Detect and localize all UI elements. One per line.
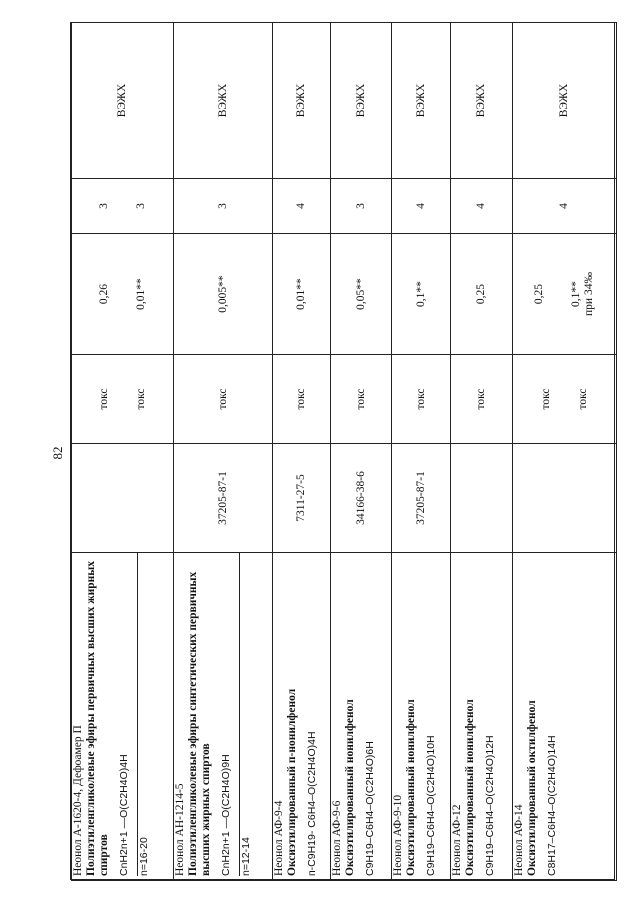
criterion-value: токс [475,388,487,410]
substance-name-cell [513,553,617,881]
value-value: 0,26 [97,283,110,305]
substance-name-line: n=16-20 [137,553,151,876]
substance-name-line: Неонол АН-1214-5 [174,783,186,876]
class-value: 4 [558,203,570,209]
chemical-formula: C9H19–C6H4–O(C2H4O)10H [425,735,437,876]
method-cell: ВЭЖХ [273,23,331,179]
substance-name-line: спиртов [98,834,110,876]
method-cell: ВЭЖХ [331,23,392,179]
criterion-value: токс [97,388,110,410]
substance-name-line: Полиэтиленгликолевые эфиры синтетических первичных [187,571,199,876]
table-row [72,23,174,881]
cas-number-cell: 7311-27-5 [273,444,331,553]
class-cell [273,179,331,234]
chemical-formula: C9H19–C6H4–O(C2H4O)6H [364,741,376,876]
method-cell: ВЭЖХ [451,23,513,179]
table-row [273,23,331,881]
value-value: 0,1** [570,281,582,307]
substance-name-line: Неонол А-1620-4, Дефоамер П [72,725,84,876]
class-cell [331,179,392,234]
table-row [331,23,392,881]
criterion-value: токс [414,388,427,410]
method-cell: ВЭЖХ [72,23,174,179]
class-value: 3 [134,203,147,209]
class-value: 4 [414,203,427,209]
table-row [174,23,273,881]
method-cell: ВЭЖХ [392,23,451,179]
chemical-formula: CnH2n+1 —O(C2H4O)4H [118,754,130,876]
method-cell: ВЭЖХ [513,23,617,179]
criterion-cell [331,355,392,444]
substances-table [70,22,615,880]
class-value: 3 [354,203,367,209]
substance-name-line: n=12-14 [239,553,253,876]
substance-name-cell [174,553,273,881]
value-cell [451,234,513,355]
substance-name-line: Неонол АФ-9-4 [273,800,285,876]
class-cell [72,179,174,234]
substance-name-line: высших жирных спиртов [200,743,212,876]
criterion-value: токс [216,388,229,410]
value-value: 0,25 [533,283,545,305]
substance-name-line: Неонол АФ-12 [451,804,463,876]
value-value: 0,01** [295,278,307,310]
criterion-value: токс [539,388,552,410]
substance-name-cell [273,553,331,881]
class-value: 3 [216,203,229,209]
substance-name-line: Полиэтиленгликолевые эфиры первичных высших жирных [85,561,97,876]
cas-number-cell: 37205-87-1 [392,444,451,553]
cas-number-cell: 37205-87-1 [174,444,273,553]
class-cell [513,179,617,234]
class-value: 3 [97,203,110,209]
value-value: 0,1** [414,281,427,307]
substance-name-cell [392,553,451,881]
criterion-value: токс [134,388,147,410]
value-value: при 34‰ [583,272,595,316]
criterion-cell [451,355,513,444]
cas-number-cell: 34166-38-6 [331,444,392,553]
criterion-cell [513,355,617,444]
chemical-formula: C8H17–C6H4–O(C2H4O)14H [546,735,558,876]
table-grid [71,22,617,881]
table-row [392,23,451,881]
value-cell [331,234,392,355]
substance-name-line: Оксиэтилированный нонилфенол [344,699,356,876]
method-cell: ВЭЖХ [174,23,273,179]
substance-name-line: Неонол АФ-9-6 [331,800,343,876]
value-cell [273,234,331,355]
cas-number-cell [72,444,174,553]
value-value: 0,005** [216,275,229,313]
criterion-value: токс [295,388,307,410]
substance-name-line: Неонол АФ-14 [513,804,525,876]
class-value: 4 [475,203,487,209]
chemical-formula: п-C9H19- C6H4–O(C2H4O)4H [306,731,318,876]
criterion-value: токс [354,388,367,410]
substance-name-line: Оксиэтилированный октилфенол [526,700,538,876]
chemical-formula: C9H19–C6H4–O(C2H4O)12H [484,735,496,876]
value-value: 0,25 [475,283,487,305]
criterion-cell [392,355,451,444]
substance-name-cell [451,553,513,881]
table-row [451,23,513,881]
criterion-cell [174,355,273,444]
value-cell [174,234,273,355]
criterion-value: токс [576,388,589,410]
class-cell [392,179,451,234]
substance-name-cell [331,553,392,881]
class-cell [451,179,513,234]
table-row [513,23,617,881]
value-cell [513,234,617,355]
cas-number-cell [451,444,513,553]
value-cell [72,234,174,355]
criterion-cell [72,355,174,444]
cas-number-cell [513,444,617,553]
page-number: 82 [50,446,65,460]
substance-name-line: Оксиэтилированный п-нонилфенол [286,688,298,876]
substance-name-line: Неонол АФ-9-10 [392,794,404,876]
class-value: 4 [295,203,307,209]
substance-name-line: Оксиэтилированный нонилфенол [464,699,476,876]
substance-name-cell [72,553,174,881]
chemical-formula: CnH2n+1 —O(C2H4O)9H [220,754,232,876]
value-value: 0,05** [354,278,367,310]
substance-name-line: Оксиэтилированный нонилфенол [405,699,417,876]
value-cell [392,234,451,355]
value-value: 0,01** [134,278,147,310]
criterion-cell [273,355,331,444]
class-cell [174,179,273,234]
